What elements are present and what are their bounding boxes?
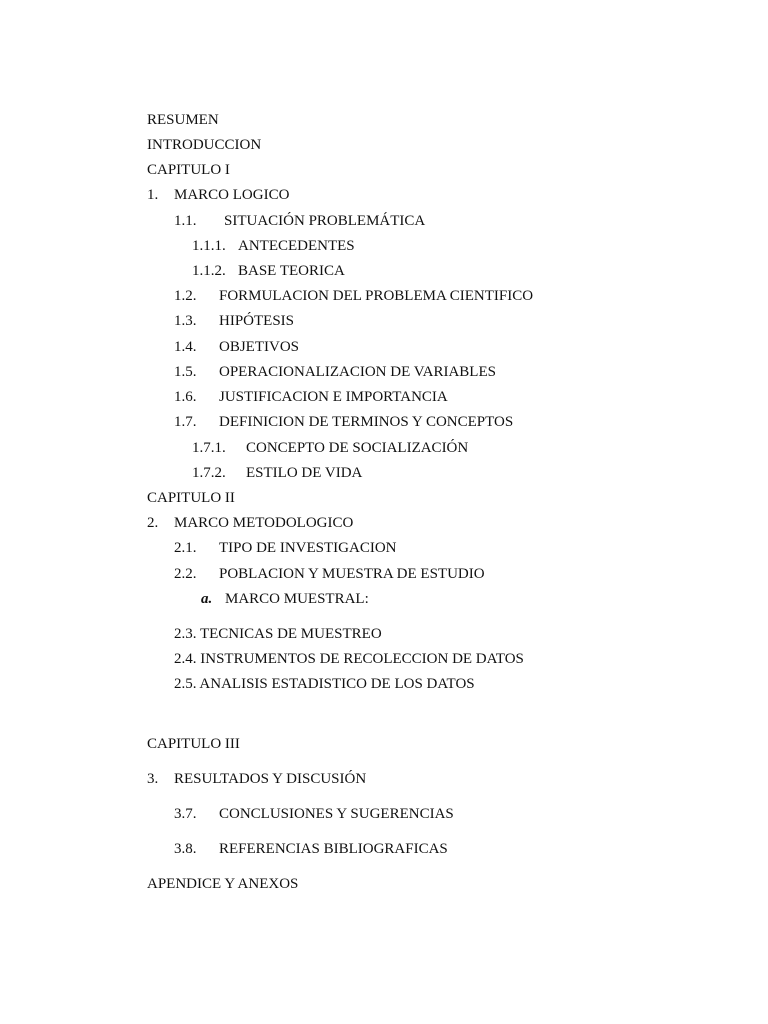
toc-entry-title: SITUACIÓN PROBLEMÁTICA bbox=[224, 213, 426, 229]
toc-entry-title: TIPO DE INVESTIGACION bbox=[219, 540, 397, 556]
toc-entry-number: 2.1. bbox=[174, 540, 197, 556]
toc-entry-title: MARCO METODOLOGICO bbox=[174, 515, 354, 531]
toc-entry-number: 1.1.1. bbox=[192, 238, 226, 254]
toc-entry-title: FORMULACION DEL PROBLEMA CIENTIFICO bbox=[219, 288, 534, 304]
toc-resumen: RESUMEN bbox=[147, 112, 219, 128]
toc-entry-number: 1.3. bbox=[174, 313, 197, 329]
toc-entry-number: 1.4. bbox=[174, 339, 197, 355]
toc-entry-title: MARCO LOGICO bbox=[174, 187, 290, 203]
toc-entry-2-3: 2.3. TECNICAS DE MUESTREO bbox=[174, 626, 382, 642]
toc-entry-title: MARCO MUESTRAL: bbox=[225, 591, 369, 607]
toc-introduccion: INTRODUCCION bbox=[147, 137, 262, 153]
toc-entry-number: 1.2. bbox=[174, 288, 197, 304]
toc-entry-title: DEFINICION DE TERMINOS Y CONCEPTOS bbox=[219, 414, 514, 430]
toc-entry-number: 3.7. bbox=[174, 806, 197, 822]
toc-entry-title: CONCLUSIONES Y SUGERENCIAS bbox=[219, 806, 454, 822]
toc-capitulo-2: CAPITULO II bbox=[147, 490, 235, 506]
toc-entry-title: HIPÓTESIS bbox=[219, 313, 295, 329]
toc-entry-number: 1.5. bbox=[174, 364, 197, 380]
toc-entry-title: JUSTIFICACION E IMPORTANCIA bbox=[219, 389, 448, 405]
toc-entry-number: a. bbox=[201, 591, 213, 607]
toc-entry-number: 1.7. bbox=[174, 414, 197, 430]
toc-entry-2-5: 2.5. ANALISIS ESTADISTICO DE LOS DATOS bbox=[174, 676, 475, 692]
toc-entry-2-4: 2.4. INSTRUMENTOS DE RECOLECCION DE DATOS bbox=[174, 651, 524, 667]
toc-capitulo-3: CAPITULO III bbox=[147, 736, 240, 752]
toc-apendice: APENDICE Y ANEXOS bbox=[147, 876, 299, 892]
toc-entry-title: OBJETIVOS bbox=[219, 339, 300, 355]
toc-entry-title: POBLACION Y MUESTRA DE ESTUDIO bbox=[219, 566, 485, 582]
toc-entry-title: OPERACIONALIZACION DE VARIABLES bbox=[219, 364, 496, 380]
toc-entry-number: 1.1. bbox=[174, 213, 197, 229]
toc-entry-title: BASE TEORICA bbox=[238, 263, 345, 279]
toc-entry-number: 1.7.1. bbox=[192, 440, 226, 456]
toc-entry-title: REFERENCIAS BIBLIOGRAFICAS bbox=[219, 841, 448, 857]
toc-entry-title: RESULTADOS Y DISCUSIÓN bbox=[174, 771, 367, 787]
toc-entry-number: 1. bbox=[147, 187, 159, 203]
toc-entry-number: 2.2. bbox=[174, 566, 197, 582]
toc-entry-title: CONCEPTO DE SOCIALIZACIÓN bbox=[246, 440, 469, 456]
toc-entry-number: 2. bbox=[147, 515, 159, 531]
toc-capitulo-1: CAPITULO I bbox=[147, 162, 230, 178]
toc-entry-title: ANTECEDENTES bbox=[238, 238, 355, 254]
toc-entry-number: 1.7.2. bbox=[192, 465, 226, 481]
toc-entry-title: ESTILO DE VIDA bbox=[246, 465, 363, 481]
toc-entry-number: 3. bbox=[147, 771, 159, 787]
toc-entry-number: 1.1.2. bbox=[192, 263, 226, 279]
toc-entry-number: 1.6. bbox=[174, 389, 197, 405]
toc-entry-number: 3.8. bbox=[174, 841, 197, 857]
